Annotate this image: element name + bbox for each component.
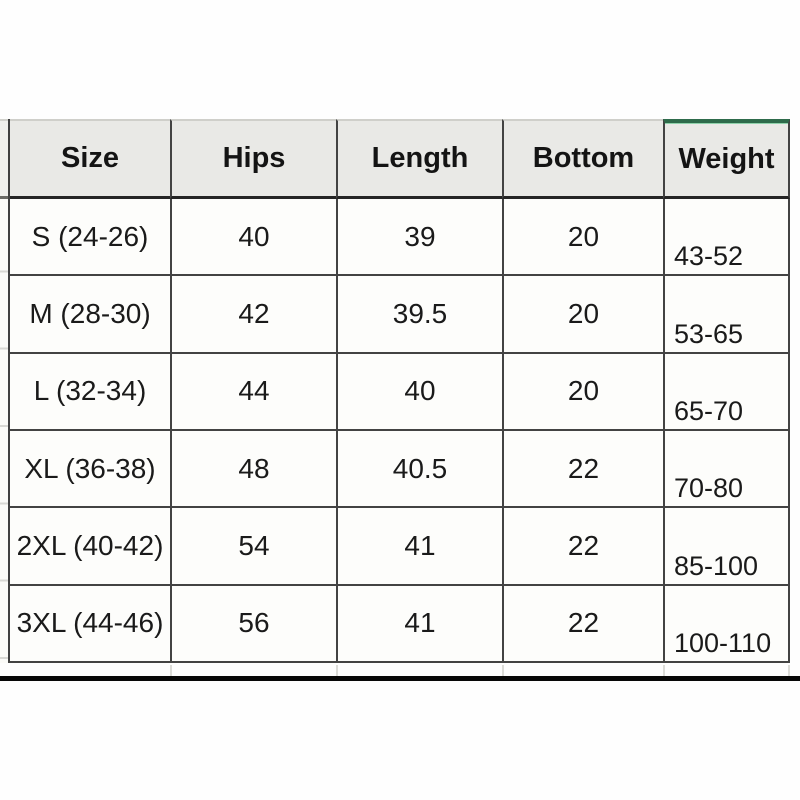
cell-bottom: 20 — [502, 354, 663, 431]
cell-weight: 43-52 — [663, 199, 790, 276]
cell-hips: 48 — [170, 431, 336, 508]
cell-length: 39.5 — [336, 276, 502, 353]
size-chart-table — [0, 119, 791, 663]
header-cell-bottom: Bottom — [502, 119, 663, 199]
cell-length: 40.5 — [336, 431, 502, 508]
cell-hips: 42 — [170, 276, 336, 353]
cell-size: XL (36-38) — [10, 431, 170, 508]
gridline-stub — [336, 665, 338, 676]
cell-bottom: 22 — [502, 586, 663, 663]
gridline-stub — [502, 665, 504, 676]
cell-hips: 40 — [170, 199, 336, 276]
cell-length: 40 — [336, 354, 502, 431]
cell-length: 41 — [336, 586, 502, 663]
cell-weight: 53-65 — [663, 276, 790, 353]
header-cell-weight: Weight — [663, 119, 790, 199]
cell-bottom: 22 — [502, 431, 663, 508]
cell-hips: 44 — [170, 354, 336, 431]
cell-size: S (24-26) — [10, 199, 170, 276]
cell-bottom: 20 — [502, 199, 663, 276]
header-cell-length: Length — [336, 119, 502, 199]
cell-hips: 54 — [170, 508, 336, 585]
cell-weight: 100-110 — [663, 586, 790, 663]
cell-hips: 56 — [170, 586, 336, 663]
cell-length: 39 — [336, 199, 502, 276]
cell-weight: 85-100 — [663, 508, 790, 585]
cell-size: M (28-30) — [10, 276, 170, 353]
header-cell-hips: Hips — [170, 119, 336, 199]
cell-size: 3XL (44-46) — [10, 586, 170, 663]
gridline-stub — [788, 665, 790, 676]
cell-bottom: 22 — [502, 508, 663, 585]
table-grid — [10, 119, 790, 663]
cropped-left-column-body — [0, 199, 8, 663]
header-cell-size: Size — [10, 119, 170, 199]
cell-length: 41 — [336, 508, 502, 585]
cell-bottom: 20 — [502, 276, 663, 353]
gridline-stub — [170, 665, 172, 676]
gridline-stub — [663, 665, 665, 676]
bottom-divider-bar — [0, 676, 800, 681]
cell-weight: 70-80 — [663, 431, 790, 508]
cell-size: 2XL (40-42) — [10, 508, 170, 585]
cropped-left-column-header — [0, 119, 8, 199]
cell-weight: 65-70 — [663, 354, 790, 431]
gridline-stubs — [0, 665, 800, 676]
cell-size: L (32-34) — [10, 354, 170, 431]
cropped-left-column — [0, 119, 10, 663]
